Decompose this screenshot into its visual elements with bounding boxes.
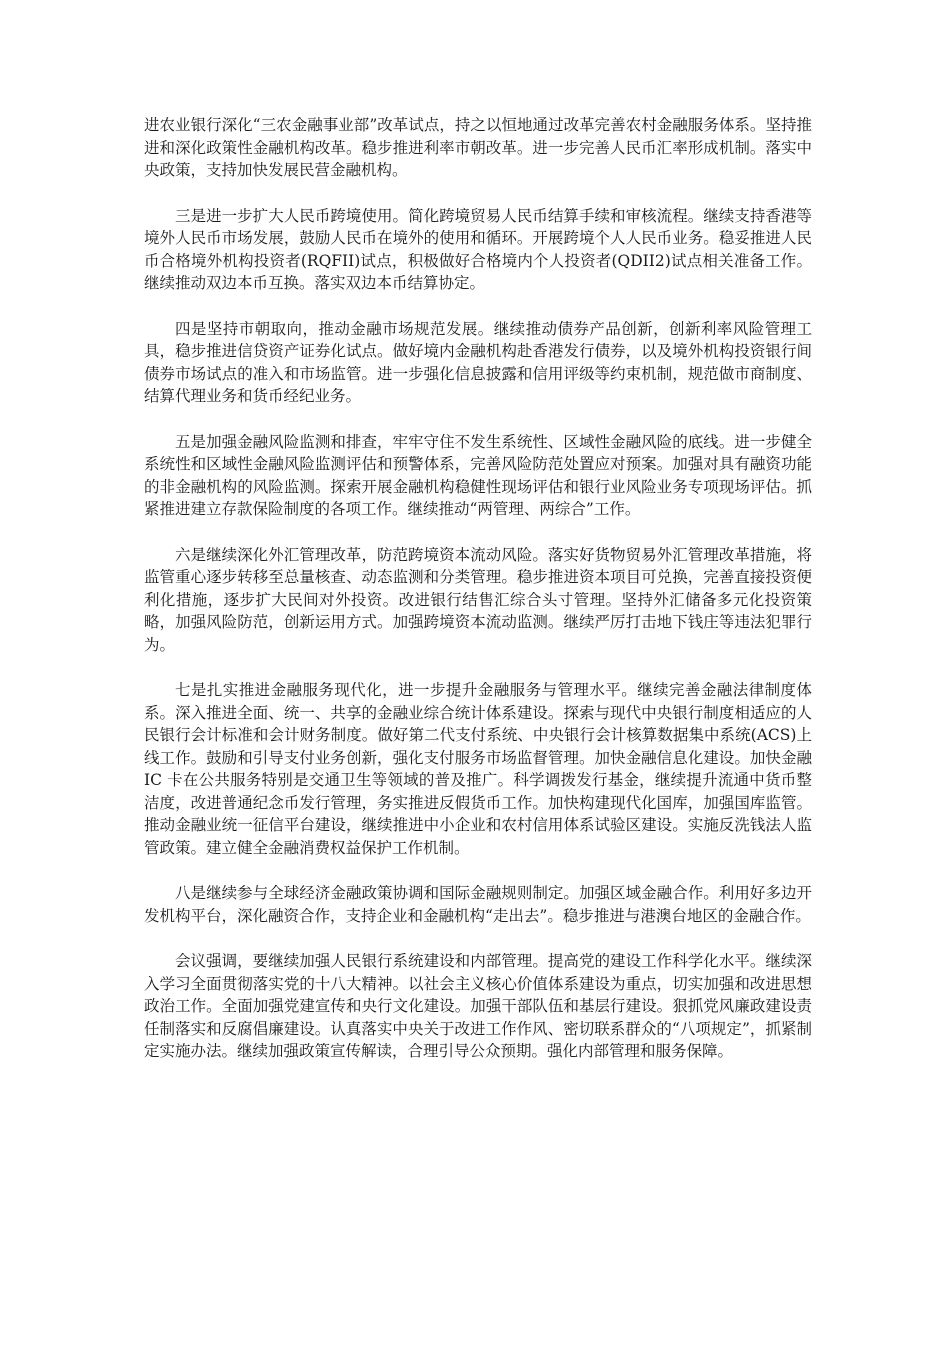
paragraph-point-4: 四是坚持市朝取向，推动金融市场规范发展。继续推动债券产品创新，创新利率风险管理工具，稳步推进信贷资产证券化试点。做好境内金融机构赴香港发行债券，以及境外机构投资银行间债券市场试点的准入和市场监管。进一步强化信息披露和信用评级等约束机制，规范做市商制度、结算代理业务和货币经纪业务。: [144, 319, 812, 405]
paragraph-continuation: 进农业银行深化“三农金融事业部”改革试点，持之以恒地通过改革完善农村金融服务体系。坚持推进和深化政策性金融机构改革。稳步推进利率市朝改革。进一步完善人民币汇率形成机制。落实中央政策，支持加快发展民营金融机构。: [144, 116, 812, 179]
paragraph-point-8: 八是继续参与全球经济金融政策协调和国际金融规则制定。加强区域金融合作。利用好多边开发机构平台，深化融资合作，支持企业和金融机构“走出去”。稳步推进与港澳台地区的金融合作。: [144, 884, 812, 925]
paragraph-point-6: 六是继续深化外汇管理改革，防范跨境资本流动风险。落实好货物贸易外汇管理改革措施，将监管重心逐步转移至总量核查、动态监测和分类管理。稳步推进资本项目可兑换，完善直接投资便利化措施，逐步扩大民间对外投资。改进银行结售汇综合头寸管理。坚持外汇储备多元化投资策略，加强风险防范，创新运用方式。加强跨境资本流动监测。继续严厉打击地下钱庄等违法犯罪行为。: [144, 545, 812, 654]
document-body: [144, 114, 812, 1086]
paragraph-point-7: 七是扎实推进金融服务现代化，进一步提升金融服务与管理水平。继续完善金融法律制度体系。深入推进全面、统一、共享的金融业综合统计体系建设。探索与现代中央银行制度相适应的人民银行会计标准和会计财务制度。做好第二代支付系统、中央银行会计核算数据集中系统(ACS)上线工作。鼓励和引导支付业务创新，强化支付服务市场监督管理。加快金融信息化建设。加快金融 IC 卡在公共服务特别是交通卫生等领域的普及推广。科学调拨发行基金，继续提升流通中货币整洁度，改进普通纪念币发行管理，务实推进反假货币工作。加快构建现代化国库，加强国库监管。推动金融业统一征信平台建设，继续推进中小企业和农村信用体系试验区建设。实施反洗钱法人监管政策。建立健全金融消费权益保护工作机制。: [144, 681, 812, 857]
paragraph-point-5: 五是加强金融风险监测和排查，牢牢守住不发生系统性、区域性金融风险的底线。进一步健全系统性和区域性金融风险监测评估和预警体系，完善风险防范处置应对预案。加强对具有融资功能的非金融机构的风险监测。探索开展金融机构稳健性现场评估和银行业风险业务专项现场评估。抓紧推进建立存款保险制度的各项工作。继续推动“两管理、两综合”工作。: [144, 432, 812, 518]
paragraph-point-3: 三是进一步扩大人民币跨境使用。简化跨境贸易人民币结算手续和审核流程。继续支持香港等境外人民币市场发展，鼓励人民币在境外的使用和循环。开展跨境个人人民币业务。稳妥推进人民币合格境外机构投资者(RQFII)试点，积极做好合格境内个人投资者(QDII2)试点相关准备工作。继续推动双边本币互换。落实双边本币结算协定。: [144, 206, 812, 292]
paragraph-meeting-emphasis: 会议强调，要继续加强人民银行系统建设和内部管理。提高党的建设工作科学化水平。继续深入学习全面贯彻落实党的十八大精神。以社会主义核心价值体系建设为重点，切实加强和改进思想政治工作。全面加强党建宣传和央行文化建设。加强干部队伍和基层行建设。狠抓党风廉政建设责任制落实和反腐倡廉建设。认真落实中央关于改进工作作风、密切联系群众的“八项规定”，抓紧制定实施办法。继续加强政策宣传解读，合理引导公众预期。强化内部管理和服务保障。: [144, 952, 812, 1060]
